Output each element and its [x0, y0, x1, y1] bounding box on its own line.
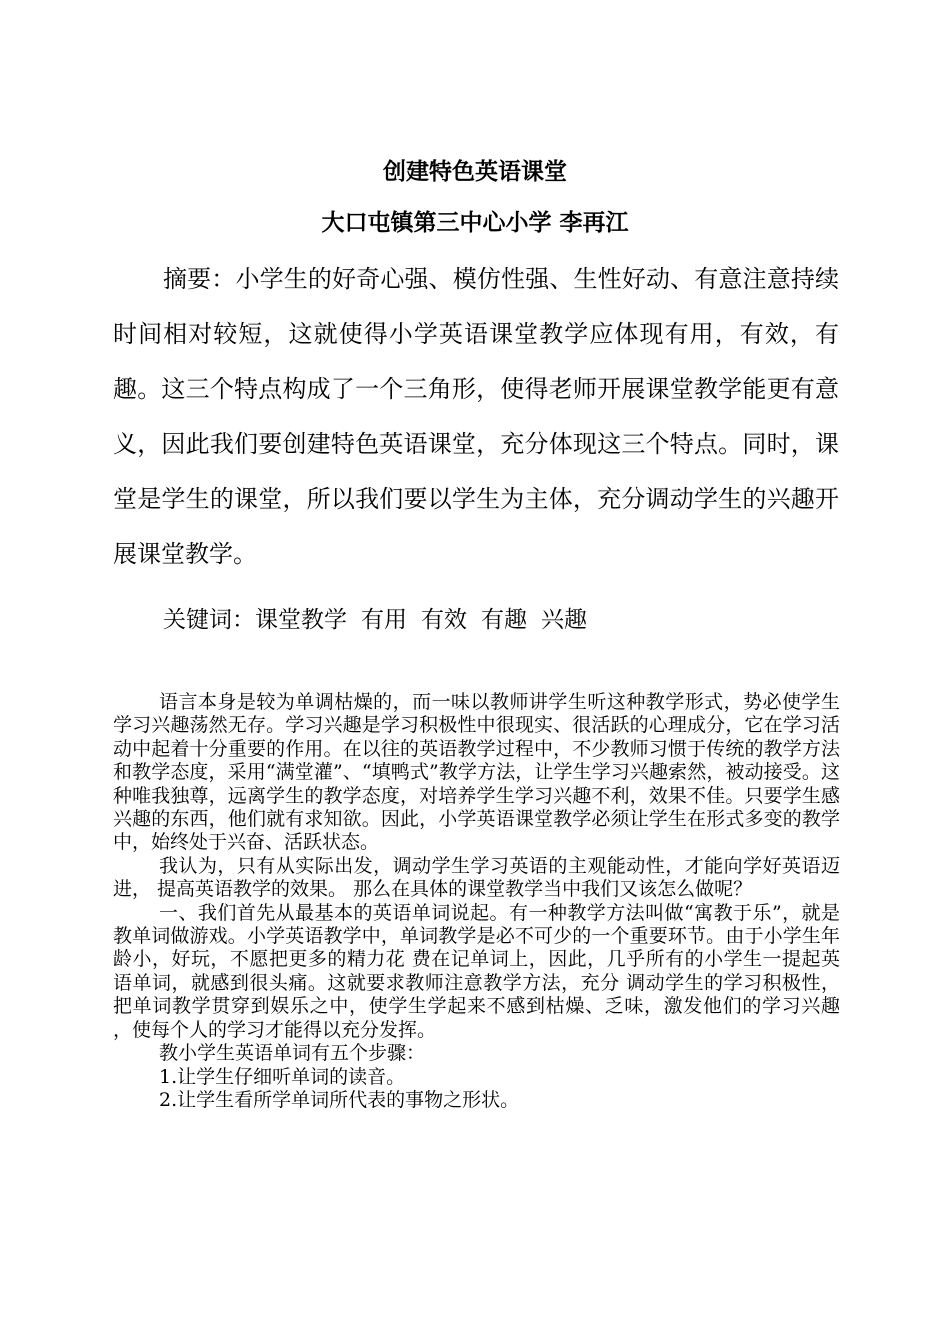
body-paragraph: 教小学生英语单词有五个步骤：: [159, 1042, 426, 1065]
author-line: 大口屯镇第三中心小学 李再江: [321, 210, 629, 236]
body-paragraph: 语言本身是较为单调枯燥的，而一味以教师讲学生听这种教学形式，势必使学生学习兴趣荡然无存。学习兴趣是学习积极性中很现实、很活跃的心理成分，它在学习活动中起着十分重要的作用。在以往的英语教学过程中，不少教师习惯于传统的教学方法和教学态度，采用“满堂灌”、“填鸭式”教学方法，让学生学习兴趣索然，被动接受。这种唯我独尊，远离学生的教学态度，对培养学生学习兴趣不利，效果不佳。只要学生感兴趣的东西，他们就有求知欲。因此，小学英语课堂教学必须让学生在形式多变的教学中，始终处于兴奋、活跃状态。: [113, 691, 840, 854]
keyword: 有趣: [481, 607, 527, 633]
body-text: [113, 691, 840, 1112]
body-paragraph: 一、我们首先从最基本的英语单词说起。有一种教学方法叫做“寓教于乐”，就是教单词做游戏。小学英语教学中，单词教学是必不可少的一个重要环节。由于小学生年龄小，好玩，不愿把更多的精力花 费在记单词上，因此，几乎所有的小学生一提起英语单词，就感到很头痛。这就要求教师注意教学方法，充分 调动学生的学习积极性，把单词教学贯穿到娱乐之中，使学生学起来不感到枯燥、乏味，激发他们的学习兴趣 ，使每个人的学习才能得以充分发挥。: [113, 901, 840, 1041]
keywords-line: [163, 603, 587, 637]
keyword: 有用: [361, 607, 407, 633]
body-paragraph: 我认为，只有从实际出发，调动学生学习英语的主观能动性，才能向学好英语迈进， 提高英语教学的效果。 那么在具体的课堂教学当中我们又该怎么做呢？: [113, 854, 840, 901]
keywords-label: 关键词：: [163, 607, 255, 633]
list-item: 2.让学生看所学单词所代表的事物之形状。: [159, 1088, 520, 1111]
keyword: 有效: [421, 607, 467, 633]
keyword: 课堂教学: [255, 607, 347, 633]
abstract-paragraph: 摘要：小学生的好奇心强、模仿性强、生性好动、有意注意持续时间相对较短，这就使得小学英语课堂教学应体现有用，有效，有趣。这三个特点构成了一个三角形，使得老师开展课堂教学能更有意义，因此我们要创建特色英语课堂，充分体现这三个特点。同时，课堂是学生的课堂，所以我们要以学生为主体，充分调动学生的兴趣开展课堂教学。: [113, 265, 839, 568]
document-title: 创建特色英语课堂: [383, 159, 567, 185]
list-item: 1.让学生仔细听单词的读音。: [159, 1065, 406, 1088]
keyword: 兴趣: [541, 607, 587, 633]
